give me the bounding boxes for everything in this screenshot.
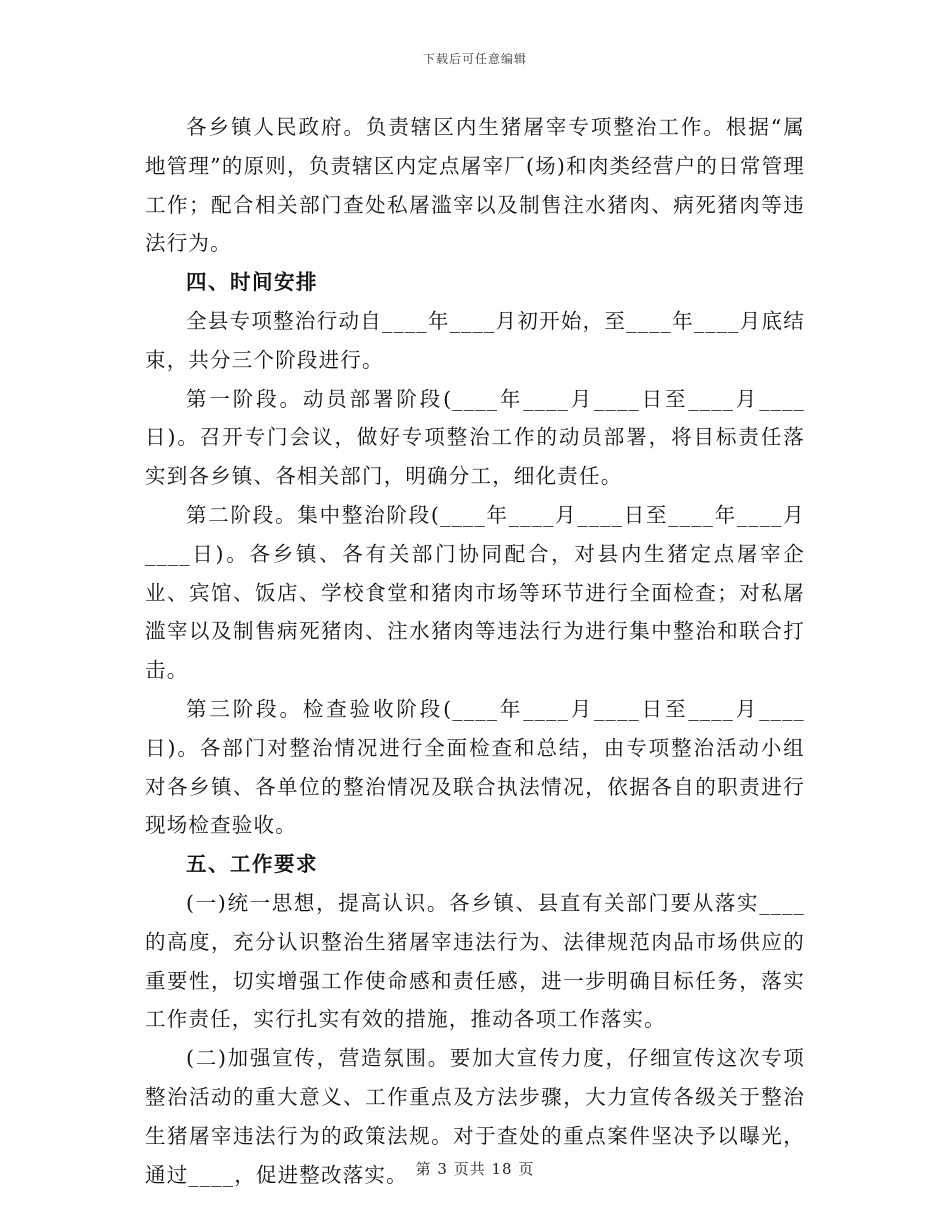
paragraph-requirement-one: (一)统一思想，提高认识。各乡镇、县直有关部门要从落实____的高度，充分认识整治生猪屠宰违法行为、法律规范肉品市场供应的重要性，切实增强工作使命感和责任感，进一步明确目标任务，落实工作责任，实行扎实有效的措施，推动各项工作落实。 [145,890,805,1032]
paragraph-phase-three: 第三阶段。检查验收阶段(____年____月____日至____月____日)。各部门对整治情况进行全面检查和总结，由专项整治活动小组对各乡镇、各单位的整治情况及联合执法情况，依据各自的职责进行现场检查验收。 [145,696,805,838]
paragraph-schedule-overview: 全县专项整治行动自____年____月初开始，至____年____月底结束，共分三个阶段进行。 [145,308,805,372]
paragraph-phase-two: 第二阶段。集中整治阶段(____年____月____日至____年____月____日)。各乡镇、各有关部门协同配合，对县内生猪定点屠宰企业、宾馆、饭店、学校食堂和猪肉市场等环节进行全面检查；对私屠滥宰以及制售病死猪肉、注水猪肉等违法行为进行集中整治和联合打击。 [145,502,805,683]
paragraph-phase-one: 第一阶段。动员部署阶段(____年____月____日至____月____日)。召开专门会议，做好专项整治工作的动员部署，将目标责任落实到各乡镇、各相关部门，明确分工，细化责任。 [145,386,805,489]
page-header: 下载后可任意编辑 [422,52,527,66]
paragraph-requirement-two: (二)加强宣传，营造氛围。要加大宣传力度，仔细宣传这次专项整治活动的重大意义、工作重点及方法步骤，大力宣传各级关于整治生猪屠宰违法行为的政策法规。对于查处的重点案件坚决予以曝光，通过____，促进整改落实。 [145,1046,805,1187]
paragraph-township-responsibility: 各乡镇人民政府。负责辖区内生猪屠宰专项整治工作。根据“属地管理”的原则，负责辖区内定点屠宰厂(场)和肉类经营户的日常管理工作；配合相关部门查处私屠滥宰以及制售注水猪肉、病死猪肉等违法行为。 [145,115,805,256]
page-footer: 第 3 页共 18 页 [415,1160,535,1178]
document-body [145,108,805,1194]
section-heading-schedule: 四、时间安排 [186,270,318,295]
section-heading-requirements: 五、工作要求 [186,852,318,877]
